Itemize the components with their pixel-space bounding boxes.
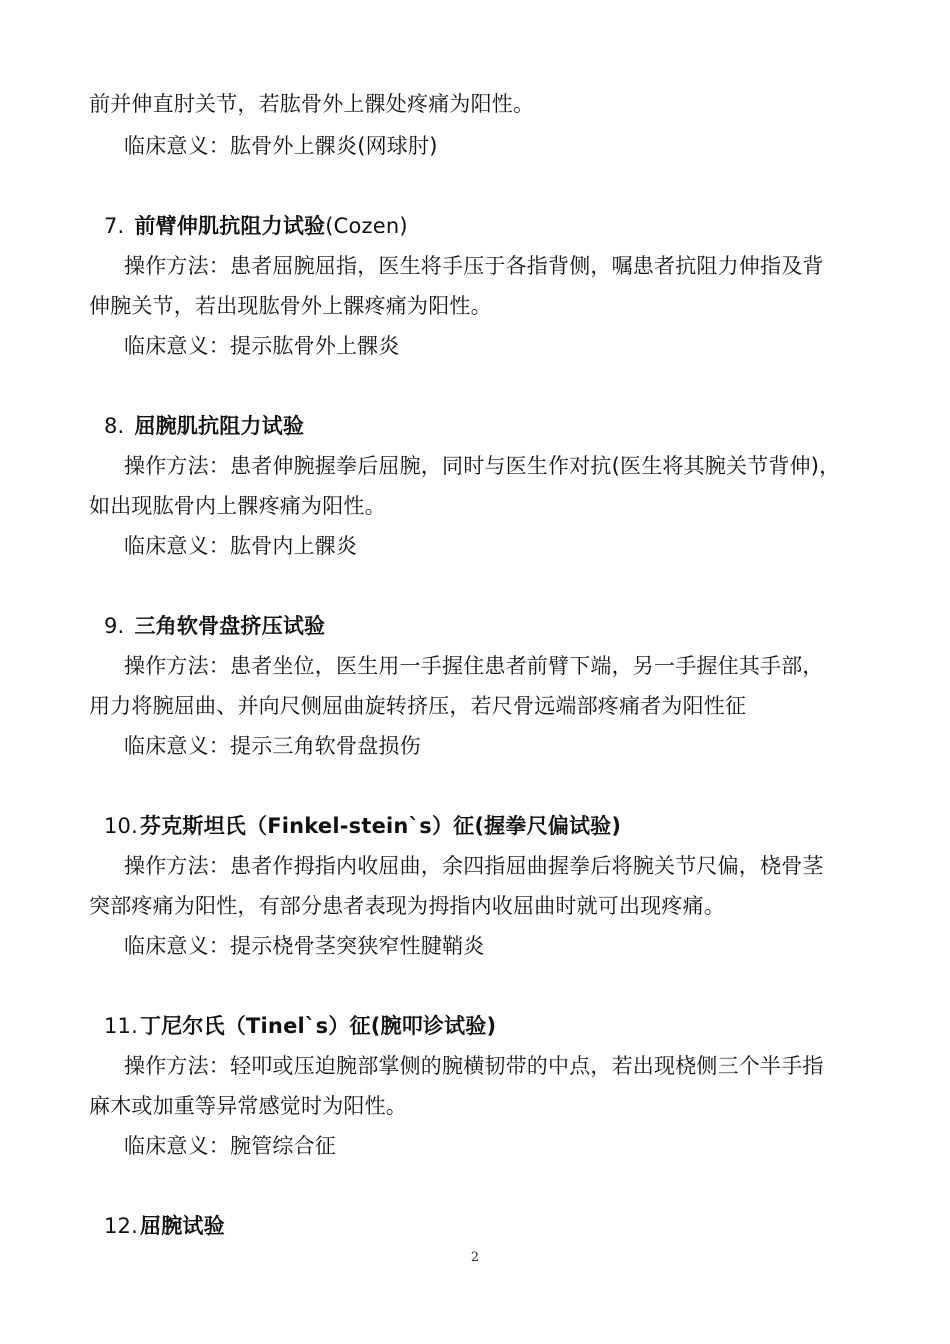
section-9-method: 操作方法：患者坐位，医生用一手握住患者前臂下端，另一手握住其手部， bbox=[124, 654, 824, 678]
section-10-heading bbox=[104, 811, 621, 841]
section-title: 前臂伸肌抗阻力试验 bbox=[134, 214, 326, 238]
section-number: 8. bbox=[104, 414, 125, 438]
section-title: 屈腕肌抗阻力试验 bbox=[134, 414, 305, 438]
section-10-significance: 临床意义：提示桡骨茎突狭窄性腱鞘炎 bbox=[124, 934, 485, 958]
section-number: 11. bbox=[104, 1014, 138, 1038]
section-number: 9. bbox=[104, 614, 125, 638]
section-10-method-cont: 突部疼痛为阳性，有部分患者表现为拇指内收屈曲时就可出现疼痛。 bbox=[89, 894, 725, 918]
section-title: 芬克斯坦氏（Finkel-stein`s）征(握拳尺偏试验) bbox=[140, 814, 622, 838]
section-8-significance: 临床意义：肱骨内上髁炎 bbox=[124, 534, 358, 558]
intro-text-line: 前并伸直肘关节，若肱骨外上髁处疼痛为阳性。 bbox=[89, 92, 535, 116]
section-title: 三角软骨盘挤压试验 bbox=[134, 614, 326, 638]
section-11-method-cont: 麻木或加重等异常感觉时为阳性。 bbox=[89, 1094, 407, 1118]
section-10-method: 操作方法：患者作拇指内收屈曲，余四指屈曲握拳后将腕关节尺偏，桡骨茎 bbox=[124, 854, 824, 878]
section-8-heading bbox=[104, 411, 304, 441]
section-9-heading bbox=[104, 611, 325, 641]
section-11-heading bbox=[104, 1011, 496, 1041]
section-number: 10. bbox=[104, 814, 138, 838]
section-number: 12. bbox=[104, 1214, 138, 1238]
section-title: 屈腕试验 bbox=[140, 1214, 225, 1238]
section-8-method-cont: 如出现肱骨内上髁疼痛为阳性。 bbox=[89, 494, 386, 518]
section-9-method-cont: 用力将腕屈曲、并向尺侧屈曲旋转挤压，若尺骨远端部疼痛者为阳性征 bbox=[89, 694, 747, 718]
intro-significance: 临床意义：肱骨外上髁炎(网球肘) bbox=[124, 134, 438, 158]
section-11-significance: 临床意义：腕管综合征 bbox=[124, 1134, 336, 1158]
section-9-significance: 临床意义：提示三角软骨盘损伤 bbox=[124, 734, 421, 758]
section-7-significance: 临床意义：提示肱骨外上髁炎 bbox=[124, 334, 400, 358]
section-title-suffix: (Cozen) bbox=[325, 214, 408, 238]
section-7-heading bbox=[104, 211, 408, 241]
section-title: 丁尼尔氏（Tinel`s）征(腕叩诊试验) bbox=[140, 1014, 497, 1038]
section-7-method-cont: 伸腕关节，若出现肱骨外上髁疼痛为阳性。 bbox=[89, 294, 492, 318]
section-11-method: 操作方法：轻叩或压迫腕部掌侧的腕横韧带的中点，若出现桡侧三个半手指 bbox=[124, 1054, 824, 1078]
page-number: 2 bbox=[470, 1250, 480, 1265]
section-7-method: 操作方法：患者屈腕屈指，医生将手压于各指背侧，嘱患者抗阻力伸指及背 bbox=[124, 254, 824, 278]
section-12-heading bbox=[104, 1211, 225, 1241]
section-number: 7. bbox=[104, 214, 125, 238]
section-8-method: 操作方法：患者伸腕握拳后屈腕，同时与医生作对抗(医生将其腕关节背伸)， bbox=[124, 454, 841, 478]
